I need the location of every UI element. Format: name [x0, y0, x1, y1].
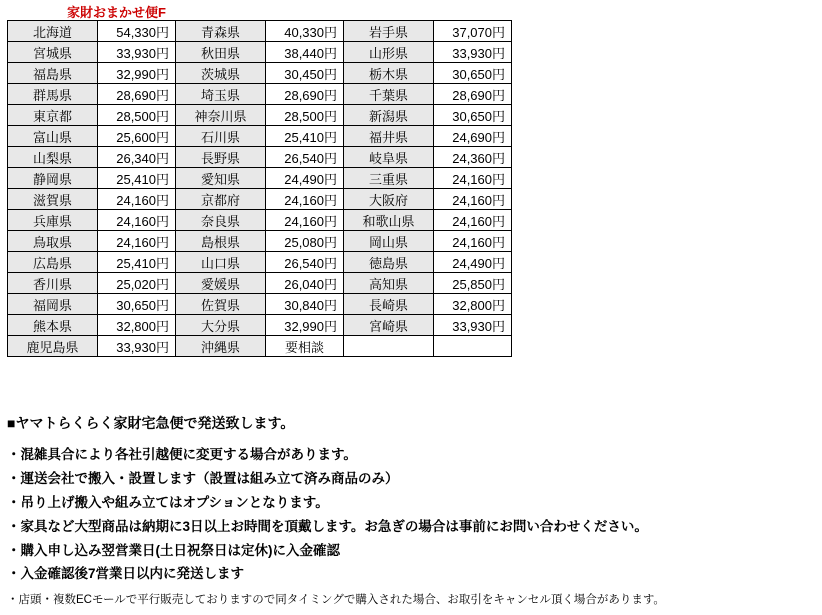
- table-cell-price: 25,600円: [98, 126, 176, 147]
- table-cell-price: 24,160円: [434, 231, 512, 252]
- table-cell-prefecture: 岐阜県: [344, 147, 434, 168]
- table-cell-prefecture: 静岡県: [8, 168, 98, 189]
- table-cell-prefecture: 山梨県: [8, 147, 98, 168]
- table-cell-prefecture: 大分県: [176, 315, 266, 336]
- table-cell-prefecture: 京都府: [176, 189, 266, 210]
- shipping-fee-table: [7, 20, 512, 357]
- table-row: [8, 231, 512, 252]
- table-cell-price: 25,410円: [98, 252, 176, 273]
- note-item: ・吊り上げ搬入や組み立てはオプションとなります。: [7, 494, 329, 510]
- table-cell-price: 24,360円: [434, 147, 512, 168]
- table-cell-prefecture: 大阪府: [344, 189, 434, 210]
- table-cell-prefecture: 長崎県: [344, 294, 434, 315]
- table-row: [8, 315, 512, 336]
- table-cell-price: 24,490円: [266, 168, 344, 189]
- table-cell-price: 32,990円: [98, 63, 176, 84]
- table-cell-prefecture: 福井県: [344, 126, 434, 147]
- note-item: ・入金確認後7営業日以内に発送します: [7, 566, 245, 582]
- table-cell-price: 24,690円: [434, 126, 512, 147]
- table-cell-prefecture: 秋田県: [176, 42, 266, 63]
- table-cell-prefecture: 新潟県: [344, 105, 434, 126]
- table-cell-prefecture: 山口県: [176, 252, 266, 273]
- table-cell-prefecture: 島根県: [176, 231, 266, 252]
- table-cell-prefecture: 愛知県: [176, 168, 266, 189]
- notes-section: [7, 413, 807, 615]
- table-cell-prefecture: 東京都: [8, 105, 98, 126]
- table-cell-prefecture: 青森県: [176, 21, 266, 42]
- table-cell-price: 30,650円: [434, 105, 512, 126]
- table-cell-price: 30,840円: [266, 294, 344, 315]
- fee-table-body: [8, 21, 512, 357]
- table-row: [8, 273, 512, 294]
- table-cell-price: 32,800円: [98, 315, 176, 336]
- table-cell-prefecture: 熊本県: [8, 315, 98, 336]
- table-cell-prefecture: 佐賀県: [176, 294, 266, 315]
- note-item: ・混雑具合により各社引越便に変更する場合があります。: [7, 447, 357, 462]
- table-cell-price: 32,990円: [266, 315, 344, 336]
- table-cell-price: 24,160円: [434, 210, 512, 231]
- table-cell-prefecture: 福島県: [8, 63, 98, 84]
- table-row: [8, 252, 512, 273]
- table-row: [8, 63, 512, 84]
- table-cell-prefecture: 鹿児島県: [8, 336, 98, 357]
- notes-list: [7, 447, 807, 583]
- table-cell-price: 26,340円: [98, 147, 176, 168]
- table-cell-prefecture: 茨城県: [176, 63, 266, 84]
- table-row: [8, 126, 512, 147]
- table-cell-price: 24,160円: [434, 189, 512, 210]
- table-row: [8, 189, 512, 210]
- table-cell-prefecture: 栃木県: [344, 63, 434, 84]
- table-cell-prefecture: 三重県: [344, 168, 434, 189]
- table-cell-price: 33,930円: [434, 42, 512, 63]
- table-cell-price: 要相談: [266, 336, 344, 357]
- table-cell-price: 25,410円: [266, 126, 344, 147]
- table-cell-price: 25,850円: [434, 273, 512, 294]
- table-cell-prefecture: 山形県: [344, 42, 434, 63]
- table-cell-prefecture: 奈良県: [176, 210, 266, 231]
- notes-heading: ■ヤマトらくらく家財宅急便で発送致します。: [7, 415, 295, 431]
- table-row: [8, 210, 512, 231]
- table-cell-prefecture: 北海道: [8, 21, 98, 42]
- table-cell-price: 24,160円: [266, 210, 344, 231]
- note-item: ・家具など大型商品は納期に3日以上お時間を頂戴します。お急ぎの場合は事前にお問い合わせください。: [7, 518, 648, 534]
- table-cell-price: 26,540円: [266, 147, 344, 168]
- table-cell-prefecture: 鳥取県: [8, 231, 98, 252]
- table-cell-prefecture: 富山県: [8, 126, 98, 147]
- table-row: [8, 147, 512, 168]
- table-cell-price: 32,800円: [434, 294, 512, 315]
- table-cell-prefecture: 岩手県: [344, 21, 434, 42]
- table-cell-prefecture: 福岡県: [8, 294, 98, 315]
- table-cell-prefecture: 千葉県: [344, 84, 434, 105]
- table-cell-price: 28,690円: [98, 84, 176, 105]
- table-cell-price: 30,450円: [266, 63, 344, 84]
- table-cell-price: 38,440円: [266, 42, 344, 63]
- table-cell-price: 30,650円: [434, 63, 512, 84]
- table-cell-price: 24,490円: [434, 252, 512, 273]
- table-cell-price: 28,500円: [266, 105, 344, 126]
- table-cell-prefecture: 長野県: [176, 147, 266, 168]
- table-cell-price: 33,930円: [98, 336, 176, 357]
- table-cell-empty: [434, 336, 512, 357]
- table-cell-price: 24,160円: [434, 168, 512, 189]
- table-row: [8, 168, 512, 189]
- table-row: [8, 21, 512, 42]
- table-cell-prefecture: 香川県: [8, 273, 98, 294]
- table-cell-price: 28,690円: [266, 84, 344, 105]
- table-cell-price: 33,930円: [98, 42, 176, 63]
- table-cell-prefecture: 沖縄県: [176, 336, 266, 357]
- table-cell-prefecture: 神奈川県: [176, 105, 266, 126]
- table-cell-price: 25,020円: [98, 273, 176, 294]
- table-cell-price: 25,080円: [266, 231, 344, 252]
- table-row: [8, 294, 512, 315]
- table-cell-price: 24,160円: [266, 189, 344, 210]
- table-cell-prefecture: 滋賀県: [8, 189, 98, 210]
- table-cell-empty: [344, 336, 434, 357]
- table-cell-price: 26,040円: [266, 273, 344, 294]
- page-title: 家財おまかせ便F: [67, 5, 166, 20]
- table-cell-prefecture: 愛媛県: [176, 273, 266, 294]
- table-cell-price: 24,160円: [98, 210, 176, 231]
- table-cell-prefecture: 埼玉県: [176, 84, 266, 105]
- table-cell-price: 25,410円: [98, 168, 176, 189]
- table-cell-price: 26,540円: [266, 252, 344, 273]
- notes-footnote: ・店頭・複数ECモールで平行販売しておりますので同タイミングで購入された場合、お取引をキャンセル頂く場合があります。: [7, 594, 665, 607]
- table-cell-price: 40,330円: [266, 21, 344, 42]
- table-cell-prefecture: 岡山県: [344, 231, 434, 252]
- table-row: [8, 105, 512, 126]
- table-cell-prefecture: 宮城県: [8, 42, 98, 63]
- table-cell-price: 28,690円: [434, 84, 512, 105]
- table-cell-prefecture: 広島県: [8, 252, 98, 273]
- note-item: ・運送会社で搬入・設置します（設置は組み立て済み商品のみ）: [7, 470, 399, 486]
- table-cell-price: 24,160円: [98, 231, 176, 252]
- table-row: [8, 84, 512, 105]
- note-item: ・購入申し込み翌営業日(土日祝祭日は定休)に入金確認: [7, 542, 340, 558]
- table-cell-prefecture: 和歌山県: [344, 210, 434, 231]
- table-cell-prefecture: 兵庫県: [8, 210, 98, 231]
- table-row: [8, 42, 512, 63]
- table-cell-prefecture: 石川県: [176, 126, 266, 147]
- table-cell-price: 37,070円: [434, 21, 512, 42]
- table-cell-prefecture: 宮崎県: [344, 315, 434, 336]
- table-row: [8, 336, 512, 357]
- table-cell-prefecture: 徳島県: [344, 252, 434, 273]
- table-cell-price: 28,500円: [98, 105, 176, 126]
- table-cell-prefecture: 群馬県: [8, 84, 98, 105]
- table-cell-price: 54,330円: [98, 21, 176, 42]
- table-cell-price: 33,930円: [434, 315, 512, 336]
- table-cell-price: 24,160円: [98, 189, 176, 210]
- table-cell-prefecture: 高知県: [344, 273, 434, 294]
- table-cell-price: 30,650円: [98, 294, 176, 315]
